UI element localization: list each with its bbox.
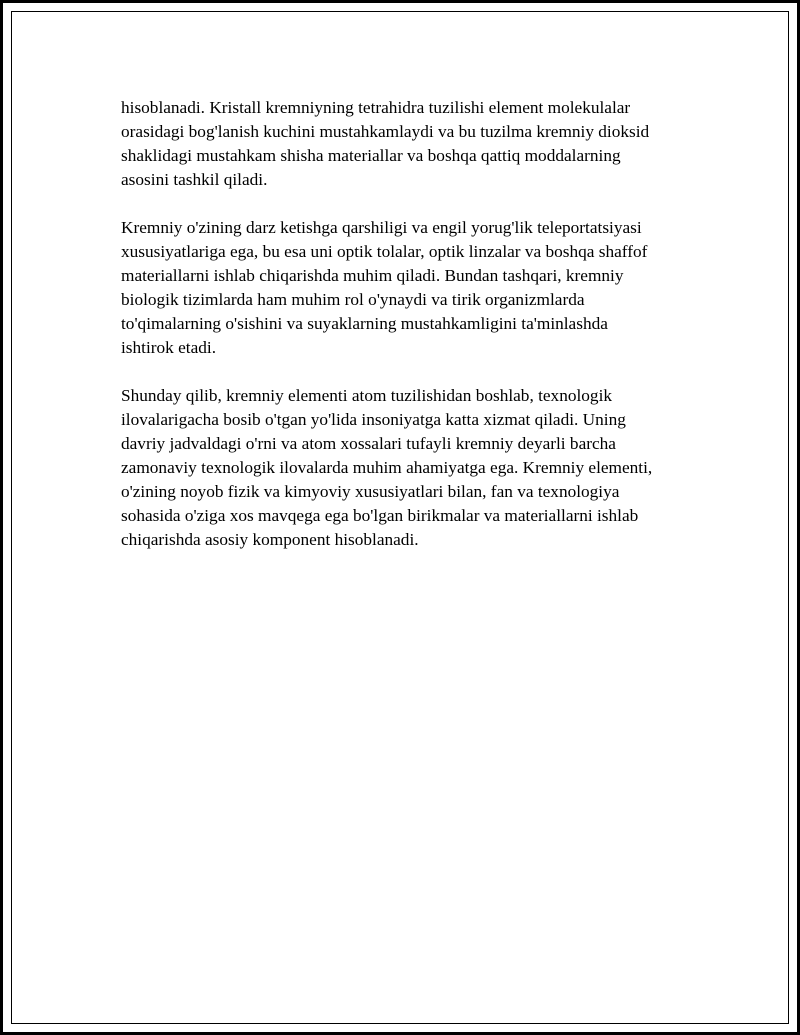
paragraph: Shunday qilib, kremniy elementi atom tuzilishidan boshlab, texnologik ilovalarigacha bosib o'tgan yo'lida insoniyatga katta xizmat qiladi. Uning davriy jadvaldagi o'rni va atom xossalari tufayli kremniy deyarli barcha zamonaviy texnologik ilovalarda muhim ahamiyatga ega. Kremniy elementi, o'zining noyob fizik va kimyoviy xususiyatlari bilan, fan va texnologiya sohasida o'ziga xos mavqega ega bo'lgan birikmalar va materiallarni ishlab chiqarishda asosiy komponent hisoblanadi. (121, 386, 653, 549)
paragraph: Kremniy o'zining darz ketishga qarshiligi va engil yorug'lik teleportatsiyasi xususiyatlariga ega, bu esa uni optik tolalar, optik linzalar va boshqa shaffof materiallarni ishlab chiqarishda muhim qiladi. Bundan tashqari, kremniy biologik tizimlarda ham muhim rol o'ynaydi va tirik organizmlarda to'qimalarning o'sishini va suyaklarning mustahkamligini ta'minlashda ishtirok etadi. (121, 218, 648, 357)
paragraph: hisoblanadi. Kristall kremniyning tetrahidra tuzilishi element molekulalar orasidagi bog'lanish kuchini mustahkamlaydi va bu tuzilma kremniy dioksid shaklidagi mustahkam shisha materiallar va boshqa qattiq moddalarning asosini tashkil qiladi. (121, 98, 650, 189)
document-body (121, 96, 681, 576)
